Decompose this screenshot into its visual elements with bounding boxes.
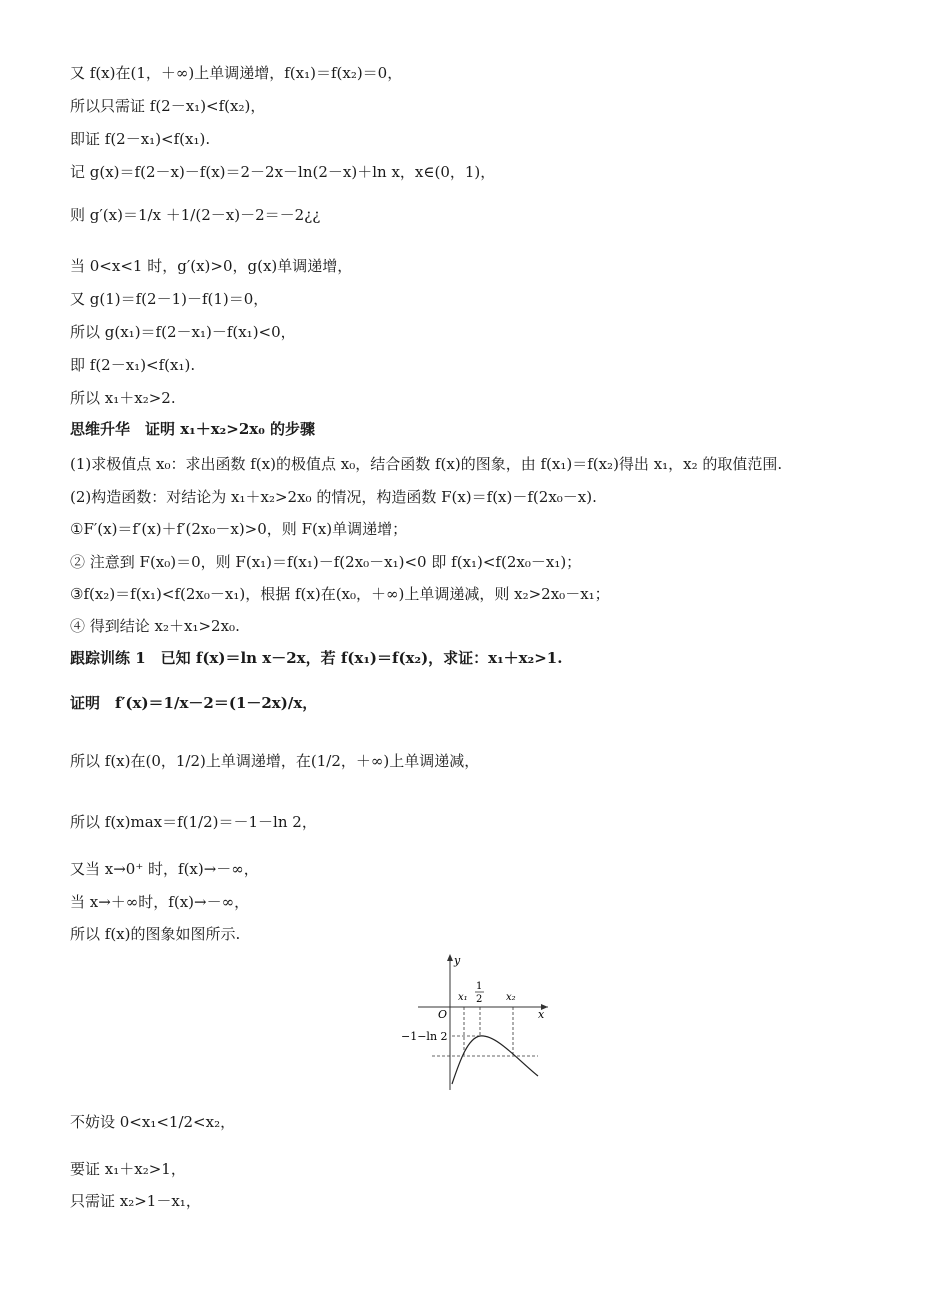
text-line-7: 又 g(1)＝f(2－1)－f(1)＝0， bbox=[70, 290, 269, 308]
origin-label: O bbox=[438, 1008, 448, 1021]
x2-label: x₂ bbox=[506, 992, 516, 1003]
text-line-13: (2)构造函数：对结论为 x₁＋x₂>2x₀ 的情况，构造函数 F(x)＝f(x)－f(2x₀－x). bbox=[70, 488, 597, 506]
half-denominator: 2 bbox=[476, 994, 483, 1005]
x-axis-label: x bbox=[538, 1008, 545, 1021]
text-line-18: 跟踪训练 1 已知 f(x)＝ln x－2x，若 f(x₁)＝f(x₂)，求证：x₁＋x₂>1. bbox=[70, 649, 563, 667]
text-line-15: ② 注意到 F(x₀)＝0，则 F(x₁)＝f(x₁)－f(2x₀－x₁)<0 即 f(x₁)<f(2x₀－x₁)； bbox=[70, 553, 582, 571]
text-line-20: 所以 f(x)在(0，1/2)上单调递增，在(1/2，＋∞)上单调递减， bbox=[70, 752, 480, 770]
text-line-4: 记 g(x)＝f(2－x)－f(x)＝2－2x－ln(2－x)＋ln x，x∈(0，1)， bbox=[70, 163, 496, 181]
text-line-12: (1)求极值点 x₀：求出函数 f(x)的极值点 x₀，结合函数 f(x)的图象，由 f(x₁)＝f(x₂)得出 x₁，x₂ 的取值范围. bbox=[70, 455, 783, 473]
text-line-22: 又当 x→0⁺ 时，f(x)→－∞， bbox=[70, 860, 259, 878]
y-axis-arrow bbox=[447, 954, 453, 961]
text-line-9: 即 f(2－x₁)<f(x₁). bbox=[70, 356, 196, 374]
text-line-10: 所以 x₁＋x₂>2. bbox=[70, 389, 176, 407]
text-line-25: 不妨设 0<x₁<1/2<x₂， bbox=[70, 1113, 236, 1131]
text-line-21: 所以 f(x)max＝f(1/2)＝－1－ln 2， bbox=[70, 813, 317, 831]
max-value-label: −1−ln 2 bbox=[401, 1030, 448, 1043]
text-line-11: 思维升华 证明 x₁＋x₂>2x₀ 的步骤 bbox=[70, 420, 315, 438]
text-line-16: ③f(x₂)＝f(x₁)<f(2x₀－x₁)，根据 f(x)在(x₀，＋∞)上单调递减，则 x₂>2x₀－x₁； bbox=[70, 585, 610, 603]
text-line-14: ①F′(x)＝f′(x)＋f′(2x₀－x)>0，则 F(x)单调递增； bbox=[70, 520, 408, 538]
text-line-1: 又 f(x)在(1，＋∞)上单调递增，f(x₁)＝f(x₂)＝0， bbox=[70, 64, 403, 82]
y-axis-label: y bbox=[454, 954, 461, 967]
x1-label: x₁ bbox=[458, 992, 468, 1003]
text-line-19: 证明 f′(x)＝1/x－2＝(1－2x)/x， bbox=[70, 694, 318, 712]
text-line-24: 所以 f(x)的图象如图所示. bbox=[70, 925, 241, 943]
function-curve bbox=[452, 1036, 538, 1084]
text-line-27: 只需证 x₂>1－x₁， bbox=[70, 1192, 201, 1210]
function-graph bbox=[398, 952, 553, 1092]
text-line-2: 所以只需证 f(2－x₁)<f(x₂)， bbox=[70, 97, 266, 115]
text-line-6: 当 0<x<1 时，g′(x)>0，g(x)单调递增， bbox=[70, 257, 353, 275]
half-numerator: 1 bbox=[476, 981, 483, 992]
text-line-23: 当 x→＋∞时，f(x)→－∞， bbox=[70, 893, 250, 911]
text-line-17: ④ 得到结论 x₂＋x₁>2x₀. bbox=[70, 617, 240, 635]
text-line-26: 要证 x₁＋x₂>1， bbox=[70, 1160, 186, 1178]
text-line-5: 则 g′(x)＝1/x ＋1/(2－x)－2＝－2¿¿ bbox=[70, 206, 321, 224]
text-line-8: 所以 g(x₁)＝f(2－x₁)－f(x₁)<0， bbox=[70, 323, 296, 341]
text-line-3: 即证 f(2－x₁)<f(x₁). bbox=[70, 130, 211, 148]
